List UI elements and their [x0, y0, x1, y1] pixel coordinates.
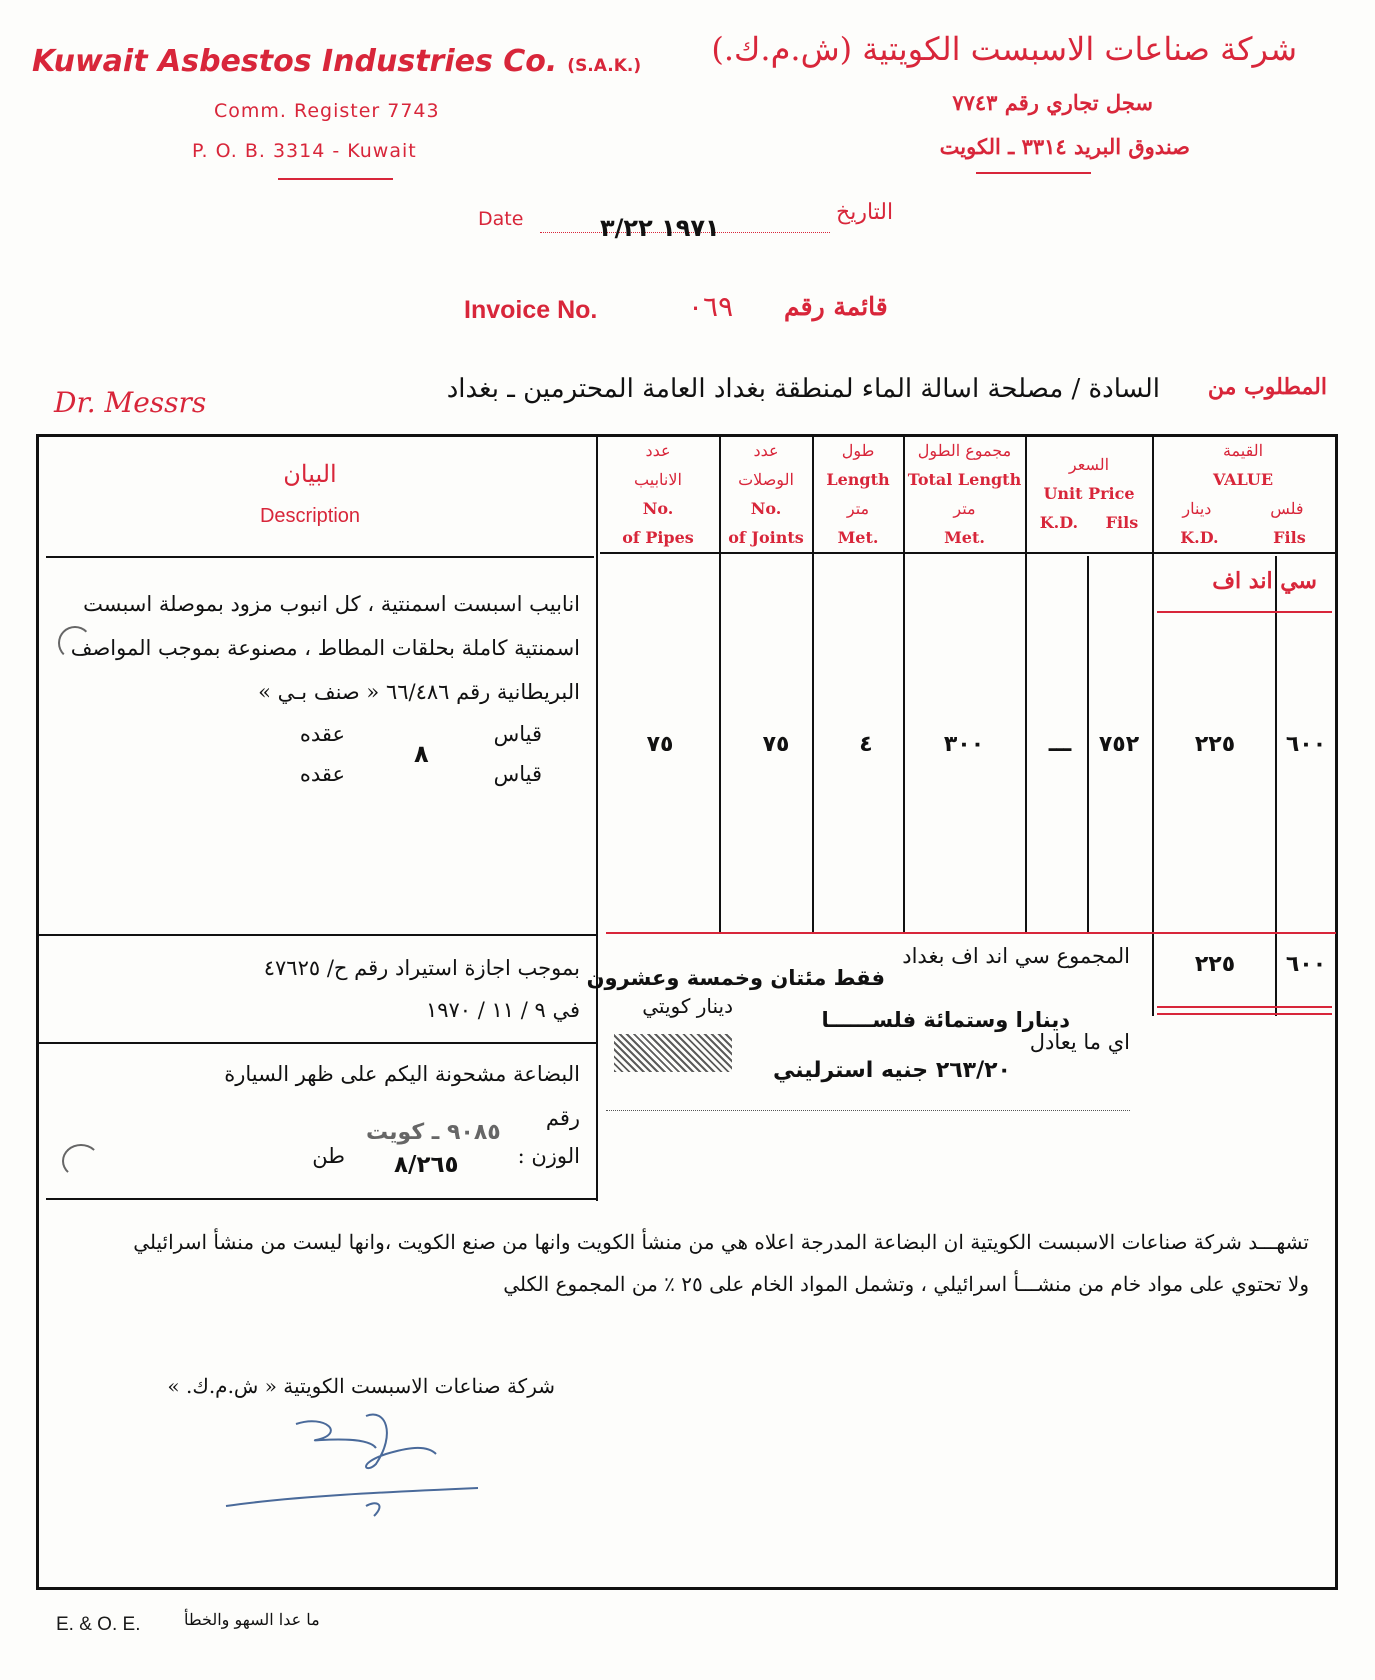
company-name-en-text: Kuwait Asbestos Industries Co.: [32, 44, 558, 79]
hdr-price-fils: Fils: [1105, 513, 1139, 532]
punch-hole-mark-2: [62, 1144, 100, 1178]
import-license-line-2: في ٩ / ١١ / ١٩٧٠: [425, 998, 580, 1022]
total-label: المجموع سي اند اف بغداد: [902, 944, 1130, 968]
pob-en: P. O. B. 3314 - Kuwait: [192, 140, 417, 162]
row-divider-header-desc: [46, 556, 594, 558]
row-divider-desc-3: [46, 1198, 598, 1200]
hdr-pipes-ar-1: عدد: [645, 441, 671, 460]
hdr-value: [1153, 436, 1333, 552]
hdr-joints-ar-1: عدد: [753, 441, 779, 460]
hdr-value-kd: K.D.: [1180, 528, 1219, 547]
description-line-1: انابيب اسبست اسمنتية ، كل انبوب مزود بموصلة اسبست: [83, 592, 580, 616]
total-value-kd: ٢٢٥: [1194, 952, 1236, 977]
customer-label-en: Dr. Messrs: [54, 386, 207, 419]
company-name-en: [32, 44, 641, 79]
hdr-price-ar: السعر: [1068, 455, 1110, 474]
row-price-kd: ـــ: [1048, 732, 1072, 757]
register-en: Comm. Register 7743: [214, 100, 440, 122]
hdr-value-en: VALUE: [1212, 470, 1274, 489]
shipping-weight-unit: طن: [312, 1144, 345, 1168]
hdr-description-en: Description: [259, 505, 361, 527]
certification-line-2: ولا تحتوي على مواد خام من منشـــأ اسرائيلي ، وتشمل المواد الخام على ٢٥ ٪ من المجموع الكلي: [503, 1272, 1309, 1296]
hdr-value-fils-ar: فلس: [1270, 499, 1304, 518]
signature-company: شركة صناعات الاسبست الكويتية « ش.م.ك. »: [167, 1374, 555, 1398]
size-unit-1: عقده: [299, 722, 345, 746]
cif-redline: [1157, 611, 1332, 613]
hdr-total-ar: مجموع الطول: [917, 441, 1012, 460]
hdr-price-en: Unit Price: [1043, 484, 1135, 503]
row-joints: ٧٥: [762, 732, 790, 757]
punch-hole-mark: [58, 626, 92, 660]
hdr-value-dinar-ar: دينار: [1182, 499, 1212, 518]
hdr-length-ar: طول: [841, 441, 875, 460]
total-redline-top: [606, 932, 1336, 934]
row-divider-header: [600, 552, 1336, 554]
hdr-length: [813, 436, 903, 552]
pob-ar: صندوق البريد ٣٣١٤ ـ الكويت: [939, 134, 1190, 159]
invoice-number: ٠٦٩: [688, 290, 734, 323]
row-value-fils: ٦٠٠: [1285, 732, 1327, 757]
hdr-joints-en-2: of Joints: [728, 528, 804, 547]
eoe-en: E. & O. E.: [56, 1614, 141, 1635]
cif-term: سي اند اف: [1212, 568, 1317, 594]
total-redline-1: [1157, 1006, 1332, 1008]
hdr-length-unit-ar: متر: [846, 499, 870, 518]
total-redline-2: [1157, 1013, 1332, 1015]
date-label-ar: التاريخ: [836, 200, 894, 225]
hdr-joints: [720, 436, 812, 552]
total-equiv-value: ٢٦٣/٢٠ جنيه استرليني: [773, 1058, 1011, 1083]
date-label-en: Date: [478, 208, 524, 230]
total-words-1: فقط مئتان وخمسة وعشرون: [586, 966, 885, 990]
customer-label-ar: المطلوب من: [1207, 374, 1327, 400]
shipping-number-value: ٩٠٨٥ ـ كويت: [366, 1120, 501, 1145]
hdr-pipes-ar-2: الانابيب: [634, 470, 682, 489]
hdr-value-fils: Fils: [1273, 528, 1306, 547]
hdr-pipes: [598, 436, 718, 552]
size-value: ٨: [414, 740, 429, 768]
hdr-pipes-en-2: of Pipes: [622, 528, 694, 547]
certification-line-1: تشهـــد شركة صناعات الاسبست الكويتية ان البضاعة المدرجة اعلاه هي من منشأ الكويت وانها من صنع الكويت ،وانها ليست من منشأ اسرائيلي: [133, 1230, 1309, 1254]
row-divider-desc-2: [38, 1042, 596, 1044]
customer-value: السادة / مصلحة اسالة الماء لمنطقة بغداد العامة المحترمين ـ بغداد: [446, 374, 1160, 404]
hdr-total-length: [904, 436, 1025, 552]
hdr-description-ar: البيان: [283, 460, 337, 488]
hdr-total-unit-en: Met.: [944, 528, 985, 547]
signature-mark: [216, 1404, 496, 1524]
hdr-unit-price: [1026, 450, 1152, 537]
hdr-total-en: Total Length: [907, 470, 1022, 489]
shipping-number-label: رقم: [545, 1106, 580, 1130]
import-license-line-1: بموجب اجازة استيراد رقم ح/ ٤٧٦٢٥: [263, 956, 580, 980]
hdr-length-en: Length: [826, 470, 890, 489]
col-divider-value-fils: [1275, 556, 1277, 1016]
hdr-value-sub-en: [1153, 523, 1333, 552]
row-length: ٤: [859, 732, 873, 757]
hdr-total-unit-ar: متر: [953, 499, 976, 518]
row-price-fils: ٧٥٢: [1098, 732, 1140, 757]
hdr-pipes-en-1: No.: [642, 499, 674, 518]
total-dotted-line: [606, 1110, 1130, 1111]
hdr-value-sub-ar: [1153, 494, 1333, 523]
hdr-joints-ar-2: الوصلات: [738, 470, 794, 489]
eoe-ar: ما عدا السهو والخطأ: [184, 1610, 320, 1629]
size-unit-2: عقده: [299, 762, 345, 786]
date-value: ١٩٧١ ٣/٢٢: [600, 214, 720, 242]
size-label-1: قياس: [493, 722, 542, 746]
row-value-kd: ٢٢٥: [1194, 732, 1236, 757]
struck-out-text: [614, 1034, 732, 1072]
shipping-weight-label: الوزن :: [517, 1144, 580, 1168]
size-label-2: قياس: [493, 762, 542, 786]
invoice-label-ar: قائمة رقم: [784, 292, 888, 321]
ar-underline: [976, 172, 1091, 174]
row-divider-desc-1: [38, 934, 596, 936]
hdr-price-kd: K.D.: [1039, 513, 1079, 532]
row-total-length: ٣٠٠: [943, 732, 985, 757]
total-value-fils: ٦٠٠: [1285, 952, 1327, 977]
total-words-2: دينار كويتي: [642, 994, 733, 1018]
en-underline: [278, 178, 393, 180]
total-words-3: دينارا وستمائة فلســــــا: [821, 1008, 1070, 1032]
shipping-line-1: البضاعة مشحونة اليكم على ظهر السيارة: [224, 1062, 580, 1086]
shipping-weight-value: ٨/٢٦٥: [394, 1152, 459, 1178]
register-ar: سجل تجاري رقم ٧٧٤٣: [952, 90, 1153, 115]
hdr-joints-en-1: No.: [750, 499, 782, 518]
row-pipes: ٧٥: [646, 732, 674, 757]
total-equiv-label: اي ما يعادل: [1029, 1030, 1130, 1054]
hdr-value-ar: القيمة: [1222, 441, 1264, 460]
hdr-price-sub: [1026, 508, 1152, 537]
description-line-3: البريطانية رقم ٦٦/٤٨٦ « صنف بـي »: [258, 680, 580, 704]
hdr-length-unit-en: Met.: [837, 528, 879, 547]
company-name-ar: شركة صناعات الاسبست الكويتية (ش.م.ك.): [711, 30, 1297, 68]
company-suffix-en: (S.A.K.): [567, 56, 642, 76]
description-line-2: اسمنتية كاملة بحلقات المطاط ، مصنوعة بموجب المواصف: [70, 636, 580, 660]
invoice-label-en: Invoice No.: [464, 296, 598, 324]
